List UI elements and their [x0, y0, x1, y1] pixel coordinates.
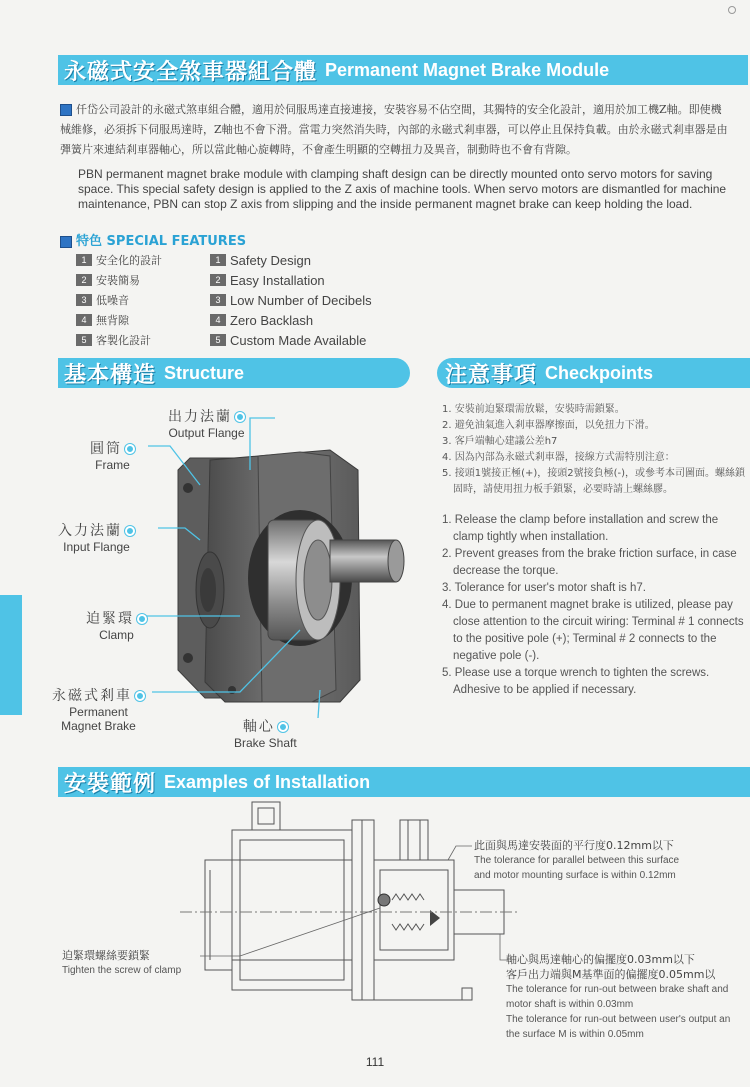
note-parallel-en: and motor mounting surface is within 0.12mm [474, 870, 676, 881]
label-brake-shaft [234, 716, 297, 750]
number-badge: 2 [210, 274, 226, 286]
note-clamp-zh: 迫緊環螺絲要鎖緊 [62, 949, 150, 962]
feature-en: Easy Installation [230, 272, 325, 288]
note-runout [506, 952, 730, 1042]
label-frame [90, 438, 135, 472]
installation-banner [58, 767, 750, 797]
list-item [210, 290, 372, 310]
list-item: 4. 因為內部為永磁式剎車器，接線方式需特別注意： [442, 452, 675, 463]
note-runout-en: The tolerance for run-out between user's output an [506, 1014, 731, 1025]
label-zh: 永磁式剎車 [52, 688, 132, 704]
feature-en: Zero Backlash [230, 312, 314, 328]
list-item: 5. Please use a torque wrench to tighten the screws. Adhesive to be applied if necessary. [442, 667, 710, 696]
label-en: Output Flange [168, 426, 245, 440]
note-parallel-zh: 此面與馬達安裝面的平行度0.12mm以下 [474, 839, 674, 852]
callout-dot-icon [125, 444, 135, 454]
label-en: Permanent [69, 705, 128, 719]
label-input-flange [58, 520, 135, 554]
list-item: 2. Prevent greases from the brake friction surface, in case decrease the torque. [442, 548, 737, 577]
callout-dot-icon [137, 614, 147, 624]
list-item: 2. 避免油氣進入剎車器摩擦面，以免扭力下滑。 [442, 420, 655, 431]
intro-zh-text: 仟岱公司設計的永磁式煞車組合體，適用於伺服馬達直接連接，安裝容易不佔空間，其獨特的安全化設計，適用於加工機Z軸。即使機械維修，必須拆下伺服馬達時，Z軸也不會下滑。當電力突然消失時，內部的永磁式剎車器，可以停止且保持負載。由於永磁式剎車器是由彈簧片來連結剎車器軸心，所以當此軸心旋轉時，不會產生明顯的空轉扭力及異音，制動時也不會有背隙。 [60, 103, 728, 156]
number-badge: 4 [210, 314, 226, 326]
list-item [210, 310, 372, 330]
structure-title-zh: 基本構造 [64, 361, 157, 388]
page-title-en: Permanent Magnet Brake Module [325, 59, 610, 80]
list-item: 5. 接頭1號接正極(+)，接頭2號接負極(-)，或參考本司圖面。螺絲鎖固時，請使用扭力板手鎖緊，必要時請上螺絲膠。 [442, 468, 746, 495]
checkpoints-title-en: Checkpoints [545, 362, 654, 383]
list-item: 3. Tolerance for user's motor shaft is h7. [442, 582, 646, 594]
page-number: 111 [365, 1055, 385, 1069]
installation-title-zh: 安裝範例 [64, 770, 157, 797]
label-en: Clamp [99, 628, 134, 642]
list-item [76, 290, 162, 310]
structure-title-en: Structure [164, 362, 245, 383]
list-item [210, 330, 372, 350]
features-title-en: SPECIAL FEATURES [106, 234, 247, 249]
note-parallel-en: The tolerance for parallel between this surface [474, 855, 680, 866]
feature-en: Safety Design [230, 252, 311, 268]
checkpoints-list-en [442, 512, 747, 699]
callout-dot-icon [135, 691, 145, 701]
number-badge: 5 [210, 334, 226, 346]
feature-zh: 安全化的設計 [96, 254, 162, 267]
list-item [210, 250, 372, 270]
page-title-zh: 永磁式安全煞車器組合體 [64, 58, 318, 85]
square-bullet-icon [60, 236, 72, 248]
number-badge: 1 [76, 254, 92, 266]
number-badge: 1 [210, 254, 226, 266]
checkpoints-banner [437, 358, 750, 388]
label-en: Magnet Brake [61, 719, 136, 733]
feature-en: Low Number of Decibels [230, 292, 372, 308]
note-runout-en: the surface M is within 0.05mm [506, 1029, 644, 1040]
label-permanent-magnet-brake [52, 685, 145, 733]
note-runout-en: The tolerance for run-out between brake shaft and [506, 984, 729, 995]
list-item: 4. Due to permanent magnet brake is utilized, please pay close attention to the circuit wiring: Terminal # 1 connects to the positive pole (+); Terminal # 2 connects to the negative pole (-). [442, 599, 744, 662]
label-en: Brake Shaft [234, 736, 297, 750]
list-item [76, 270, 162, 290]
list-item [76, 310, 162, 330]
note-parallel [474, 838, 679, 883]
callout-dot-icon [278, 722, 288, 732]
intro-en: PBN permanent magnet brake module with clamping shaft design can be directly mounted onto servo motors for saving space. This special safety design is applied to the Z axis of machine tools. When servo motors are dismantled for machine maintenance, PBN can stop Z axis from slipping and the inside permanent magnet brake can keep holding the load. [78, 167, 727, 211]
callout-dot-icon [235, 412, 245, 422]
note-clamp [62, 948, 181, 978]
note-clamp-en: Tighten the screw of clamp [62, 965, 182, 976]
number-badge: 3 [76, 294, 92, 306]
label-en: Frame [95, 458, 130, 472]
list-item [76, 330, 162, 350]
label-zh: 圓筒 [90, 441, 122, 457]
number-badge: 3 [210, 294, 226, 306]
feature-zh: 低噪音 [96, 294, 129, 307]
note-runout-en: motor shaft is within 0.03mm [506, 999, 634, 1010]
note-runout-zh: 客戶出力端與M基準面的偏擺度0.05mm以 [506, 968, 716, 981]
features-list-zh [76, 250, 162, 350]
note-runout-zh: 軸心與馬達軸心的偏擺度0.03mm以下 [506, 953, 695, 966]
checkpoints-list-zh [442, 402, 747, 498]
features-title [60, 230, 246, 249]
feature-zh: 無背隙 [96, 314, 129, 327]
number-badge: 4 [76, 314, 92, 326]
side-tab [0, 595, 22, 715]
feature-en: Custom Made Available [230, 332, 367, 348]
list-item: 1. Release the clamp before installation and screw the clamp tightly when installation. [442, 514, 719, 543]
label-en: Input Flange [63, 540, 130, 554]
label-zh: 迫緊環 [86, 611, 134, 627]
label-zh: 出力法蘭 [168, 409, 232, 425]
label-clamp [86, 608, 147, 642]
intro-zh [60, 100, 730, 160]
structure-banner [58, 358, 410, 388]
label-output-flange [168, 406, 245, 440]
list-item [76, 250, 162, 270]
corner-mark [728, 6, 736, 14]
number-badge: 5 [76, 334, 92, 346]
list-item [210, 270, 372, 290]
features-title-zh: 特色 [76, 234, 103, 249]
features-list-en [210, 250, 372, 350]
label-zh: 入力法蘭 [58, 523, 122, 539]
feature-zh: 安裝簡易 [96, 274, 140, 287]
installation-title-en: Examples of Installation [164, 771, 371, 792]
page-title-banner [58, 55, 748, 85]
number-badge: 2 [76, 274, 92, 286]
list-item: 1. 安裝前迫緊環需放鬆，安裝時需鎖緊。 [442, 404, 625, 415]
feature-zh: 客製化設計 [96, 334, 151, 347]
square-bullet-icon [60, 104, 72, 116]
label-zh: 軸心 [242, 719, 275, 735]
callout-dot-icon [125, 526, 135, 536]
list-item: 3. 客戶端軸心建議公差h7 [442, 436, 558, 447]
checkpoints-title-zh: 注意事項 [445, 361, 538, 388]
